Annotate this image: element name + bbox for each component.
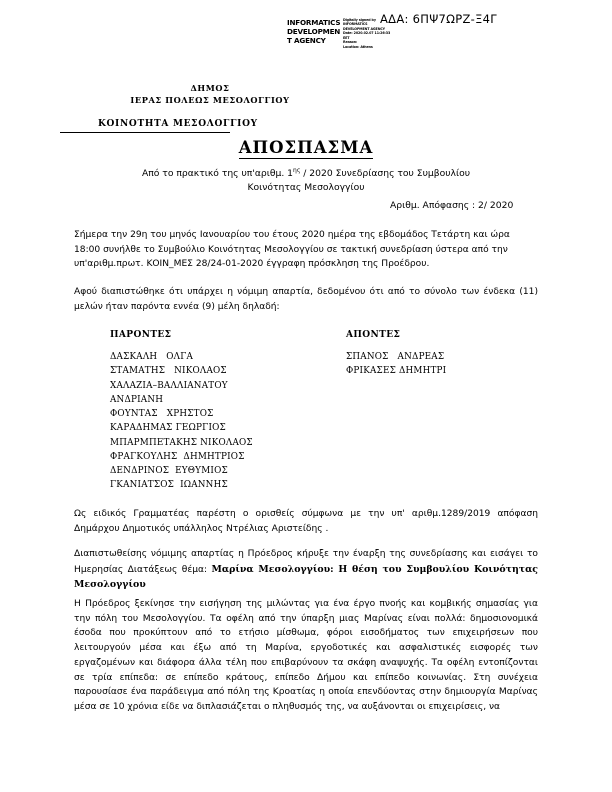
list-item: ΔΑΣΚΑΛΗ ΟΛΓΑ	[110, 352, 194, 362]
signature-agency-line-2: DEVELOPMEN	[287, 27, 341, 36]
list-item: ΚΑΡΑΔΗΜΑΣ ΓΕΩΡΓΙΟΣ	[110, 423, 226, 434]
subtitle-pre: Από το πρακτικό της υπ'αριθμ. 1	[141, 168, 294, 180]
paragraph-presentation: Η Πρόεδρος ξεκίνησε την εισήγηση της μιλώντας για ένα έργο πνοής και κομβικής σημασίας για την πόλη του Μεσολογγίου. Τα οφέλη από την ύπαρξη μιας Μαρίνας είναι πολλά: δημοσιονομικά έσοδα που προκύπτουν από το ετήσιο μίσθωμα, φόροι εισοδήματος των επιχειρήσεων που λειτουργούν μέσα και έξω από τη Μαρίνα, εργοδοτικές και ασφαλιστικές εισφορές των εργαζομένων και διάφορα άλλα τέλη που επιβαρύνουν τα σκάφη αναψυχής. Τα οφέλη εντοπίζονται σε τρία επίπεδα: σε επίπεδο κράτους, επίπεδο Δήμου και επίπεδο κοινωνίας. Στη συνέχεια παρουσίασε ένα παράδειγμα από πόλη της Κροατίας η οποία επενδύοντας στην δημιουργία Μαρίνας μέσα σε 10 χρόνια είδε να διπλασιάζεται ο πληθυσμός της, να αυξάνονται οι επιχειρίσεις, να	[74, 599, 538, 713]
signature-detail-line-4: Date: 2020.02.07 11:26:33	[343, 31, 391, 36]
paragraph-secretary: Ως ειδικός Γραμματέας παρέστη ο ορισθείς σύμφωνα με την υπ' αριθμ.1289/2019 απόφαση Δημάρχου Δημοτικός υπάλληλος Ντρέλιας Αριστείδης .	[74, 509, 538, 534]
present-column	[74, 330, 306, 493]
signature-details	[343, 18, 399, 49]
list-item: ΔΕΝΔΡΙΝΟΣ ΕΥΘΥΜΙΟΣ	[110, 466, 228, 476]
organization-line-2: ΙΕΡΑΣ ΠΟΛΕΩΣ ΜΕΣΟΛΟΓΓΙΟΥ	[130, 94, 290, 105]
absent-column	[306, 330, 538, 493]
signature-detail-line-2: INFORMATICS	[343, 22, 368, 27]
subtitle-line-2: Κοινότητας Μεσολογγίου	[247, 182, 365, 194]
list-item: ΣΠΑΝΟΣ ΑΝΔΡΕΑΣ	[346, 352, 445, 362]
present-heading: ΠΑΡΟΝΤΕΣ	[110, 330, 172, 340]
signature-detail-line-5: EET	[343, 35, 350, 40]
community-name: ΚΟΙΝΟΤΗΤΑ ΜΕΣΟΛΟΓΓΙΟΥ	[98, 119, 258, 129]
digital-signature-stamp	[287, 18, 399, 49]
paragraph-quorum: Αφού διαπιστώθηκε ότι υπάρχει η νόμιμη απαρτία, δεδομένου ότι από το σύνολο των ένδεκα (11) μελών ήταν παρόντα εννέα (9) μέλη δηλαδή:	[74, 287, 538, 312]
paragraph-session-details: Σήμερα την 29η του μηνός Ιανουαρίου του έτους 2020 ημέρα της εβδομάδος Τετάρτη και ώρα 18:00 συνήλθε το Συμβούλιο Κοινότητας Μεσολογγίου σε τακτική συνεδρίαση ύστερα από την υπ'αριθμ.πρωτ. ΚΟΙΝ_ΜΕΣ 28/24-01-2020 έγγραφη πρόσκληση της Προέδρου.	[74, 230, 510, 270]
document-subtitle	[0, 166, 612, 196]
list-item: ΦΡΙΚΑΣΕΣ ΔΗΜΗΤΡΙ	[346, 366, 447, 377]
list-item: ΜΠΑΡΜΠΕΤΑΚΗΣ ΝΙΚΟΛΑΟΣ	[110, 437, 253, 448]
list-item: ΓΚΑΝΙΑΤΣΟΣ ΙΩΑΝΝΗΣ	[110, 480, 228, 491]
absent-heading: ΑΠΟΝΤΕΣ	[346, 330, 401, 340]
ada-code: ΑΔΑ: 6ΠΨ7ΩΡΖ-Ξ4Γ	[380, 12, 498, 26]
subtitle-line-1	[0, 166, 612, 181]
attendance-roster	[74, 330, 538, 493]
signature-detail-line-1: Digitally signed by	[343, 18, 376, 22]
page-title-text: ΑΠΟΣΠΑΣΜΑ	[238, 138, 374, 157]
organization-header	[0, 83, 420, 107]
organization-line-1: ΔΗΜΟΣ	[190, 83, 230, 93]
subtitle-ordinal: ης	[293, 167, 301, 174]
paragraph-agenda-topic	[74, 547, 538, 593]
page-title	[0, 138, 612, 157]
agenda-intro: Διαπιστωθείσης νόμιμης απαρτίας η Πρόεδρος κήρυξε την έναρξη της συνεδρίασης και εισάγει το Ημερησίας Διατάξεως θέμα:	[74, 549, 538, 575]
list-item: ΧΑΛΑΖΙΑ–ΒΑΛΛΙΑΝΑΤΟΥ	[110, 380, 228, 391]
community-underline	[60, 132, 230, 133]
list-item: ΣΤΑΜΑΤΗΣ ΝΙΚΟΛΑΟΣ	[110, 366, 227, 377]
subtitle-post: / 2020 Συνεδρίασης του Συμβουλίου	[300, 168, 471, 180]
decision-number: Αριθμ. Απόφασης : 2/ 2020	[390, 200, 514, 211]
list-item: ΦΡΑΓΚΟΥΛΗΣ ΔΗΜΗΤΡΙΟΣ	[110, 451, 245, 462]
signature-agency-line-3: T AGENCY	[287, 36, 326, 45]
signature-detail-line-7: Location: Athens	[343, 44, 373, 49]
agenda-topic-title: Μαρίνα Μεσολογγίου: Η θέση του Συμβουλίου Κοινότητας Μεσολογγίου	[74, 563, 538, 591]
signature-agency-line-1: INFORMATICS	[287, 18, 341, 27]
signature-detail-line-6: Reason:	[343, 40, 358, 45]
list-item: ΦΟΥΝΤΑΣ ΧΡΗΣΤΟΣ	[110, 409, 214, 419]
signature-detail-line-3: DEVELOPMENT AGENCY	[343, 26, 385, 31]
list-item: ΑΝΔΡΙΑΝΗ	[110, 394, 164, 405]
signature-agency-name	[287, 18, 339, 45]
